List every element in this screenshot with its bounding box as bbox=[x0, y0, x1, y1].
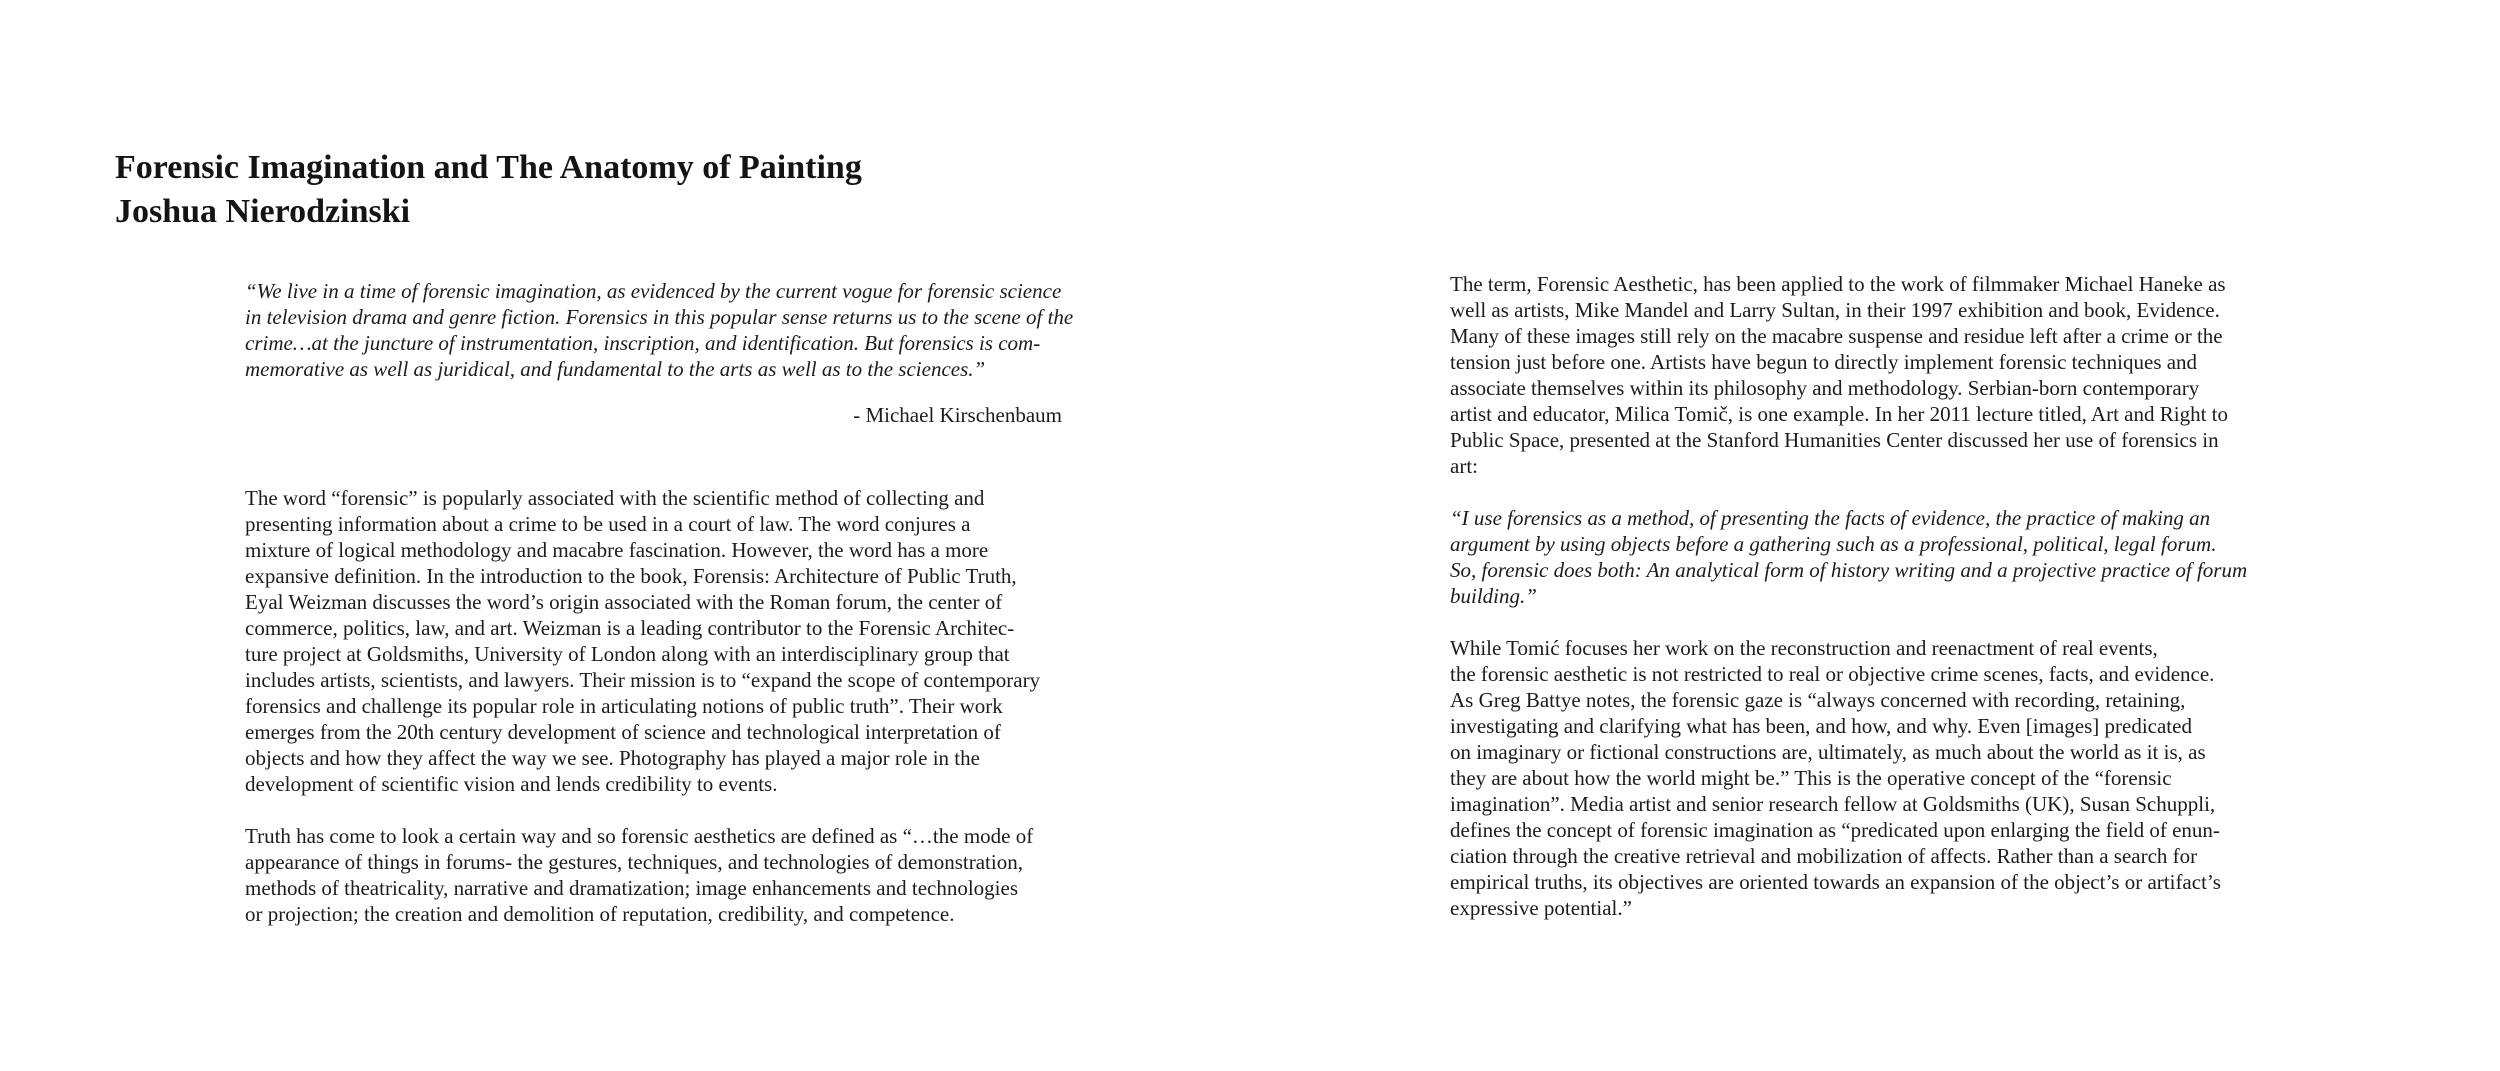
text-line: As Greg Battye notes, the forensic gaze is “always concerned with recording, retaining, bbox=[1450, 688, 2186, 712]
spacer bbox=[1450, 479, 2270, 505]
text-line: mixture of logical methodology and macabre fascination. However, the word has a more bbox=[245, 538, 989, 562]
text-line: imagination”. Media artist and senior research fellow at Goldsmiths (UK), Susan Schuppli, bbox=[1450, 792, 2216, 816]
text-line: “We live in a time of forensic imagination, as evidenced by the current vogue for forensic science bbox=[245, 279, 1062, 303]
text-line: expressive potential.” bbox=[1450, 896, 1632, 920]
text-line: presenting information about a crime to be used in a court of law. The word conjures a bbox=[245, 512, 971, 536]
text-line: well as artists, Mike Mandel and Larry Sultan, in their 1997 exhibition and book, Evidence. bbox=[1450, 298, 2220, 322]
epigraph-attribution: - Michael Kirschenbaum bbox=[853, 403, 1062, 427]
text-line: investigating and clarifying what has been, and how, and why. Even [images] predicated bbox=[1450, 714, 2192, 738]
text-line: forensics and challenge its popular role in articulating notions of public truth”. Their work bbox=[245, 694, 1003, 718]
text-line: argument by using objects before a gathering such as a professional, political, legal forum. bbox=[1450, 532, 2217, 556]
text-line: empirical truths, its objectives are oriented towards an expansion of the object’s or artifact’s bbox=[1450, 870, 2221, 894]
text-line: memorative as well as juridical, and fundamental to the arts as well as to the sciences.” bbox=[245, 357, 986, 381]
text-line: associate themselves within its philosophy and methodology. Serbian-born contemporary bbox=[1450, 376, 2200, 400]
text-line: they are about how the world might be.” This is the operative concept of the “forensic bbox=[1450, 766, 2172, 790]
text-line: commerce, politics, law, and art. Weizman is a leading contributor to the Forensic Architec- bbox=[245, 616, 1015, 640]
text-line: ture project at Goldsmiths, University of London along with an interdisciplinary group that bbox=[245, 642, 1010, 666]
text-line: crime…at the juncture of instrumentation, inscription, and identification. But forensics is com- bbox=[245, 331, 1041, 355]
body-paragraph bbox=[1450, 635, 2270, 921]
text-line: Eyal Weizman discusses the word’s origin associated with the Roman forum, the center of bbox=[245, 590, 1003, 614]
text-line: defines the concept of forensic imagination as “predicated upon enlarging the field of enun- bbox=[1450, 818, 2220, 842]
left-text-column bbox=[245, 278, 1075, 927]
text-line: includes artists, scientists, and lawyers. Their mission is to “expand the scope of contemporary bbox=[245, 668, 1041, 692]
text-line: ciation through the creative retrieval and mobilization of affects. Rather than a search for bbox=[1450, 844, 2198, 868]
text-line: appearance of things in forums- the gestures, techniques, and technologies of demonstration, bbox=[245, 850, 1023, 874]
text-line: Many of these images still rely on the macabre suspense and residue left after a crime or the bbox=[1450, 324, 2223, 348]
text-line: artist and educator, Milica Tomič, is one example. In her 2011 lecture titled, Art and Right to bbox=[1450, 402, 2228, 426]
text-line: art: bbox=[1450, 454, 1478, 478]
text-line: or projection; the creation and demolition of reputation, credibility, and competence. bbox=[245, 902, 955, 926]
text-line: The term, Forensic Aesthetic, has been applied to the work of filmmaker Michael Haneke as bbox=[1450, 272, 2226, 296]
spacer bbox=[245, 428, 1075, 485]
spacer bbox=[245, 797, 1075, 823]
right-text-column bbox=[1450, 271, 2270, 921]
text-line: tension just before one. Artists have begun to directly implement forensic techniques and bbox=[1450, 350, 2198, 374]
text-line: in television drama and genre fiction. Forensics in this popular sense returns us to the scene of the bbox=[245, 305, 1074, 329]
text-line: emerges from the 20th century development of science and technological interpretation of bbox=[245, 720, 1001, 744]
text-line: Truth has come to look a certain way and so forensic aesthetics are defined as “…the mode of bbox=[245, 824, 1034, 848]
text-line: Public Space, presented at the Stanford Humanities Center discussed her use of forensics in bbox=[1450, 428, 2219, 452]
text-line: methods of theatricality, narrative and dramatization; image enhancements and technologies bbox=[245, 876, 1019, 900]
text-line: building.” bbox=[1450, 584, 1537, 608]
text-line: on imaginary or fictional constructions are, ultimately, as much about the world as it is, as bbox=[1450, 740, 2206, 764]
body-paragraph bbox=[245, 823, 1075, 927]
article-heading bbox=[115, 146, 1015, 234]
epigraph-quote bbox=[245, 278, 1075, 382]
author-name: Joshua Nierodzinski bbox=[115, 193, 411, 230]
text-line: development of scientific vision and lends credibility to events. bbox=[245, 772, 778, 796]
text-line: While Tomić focuses her work on the reconstruction and reenactment of real events, bbox=[1450, 636, 2158, 660]
text-line: the forensic aesthetic is not restricted to real or objective crime scenes, facts, and evidence. bbox=[1450, 662, 2215, 686]
article-title: Forensic Imagination and The Anatomy of Painting bbox=[115, 149, 862, 186]
body-paragraph bbox=[245, 485, 1075, 797]
text-line: objects and how they affect the way we see. Photography has played a major role in the bbox=[245, 746, 980, 770]
block-quote bbox=[1450, 505, 2270, 609]
right-page bbox=[1250, 0, 2500, 1071]
text-line: “I use forensics as a method, of presenting the facts of evidence, the practice of making an bbox=[1450, 506, 2211, 530]
spacer bbox=[1450, 609, 2270, 635]
text-line: The word “forensic” is popularly associated with the scientific method of collecting and bbox=[245, 486, 985, 510]
text-line: So, forensic does both: An analytical form of history writing and a projective practice of forum bbox=[1450, 558, 2248, 582]
text-line: expansive definition. In the introduction to the book, Forensis: Architecture of Public Truth, bbox=[245, 564, 1017, 588]
body-paragraph bbox=[1450, 271, 2270, 479]
